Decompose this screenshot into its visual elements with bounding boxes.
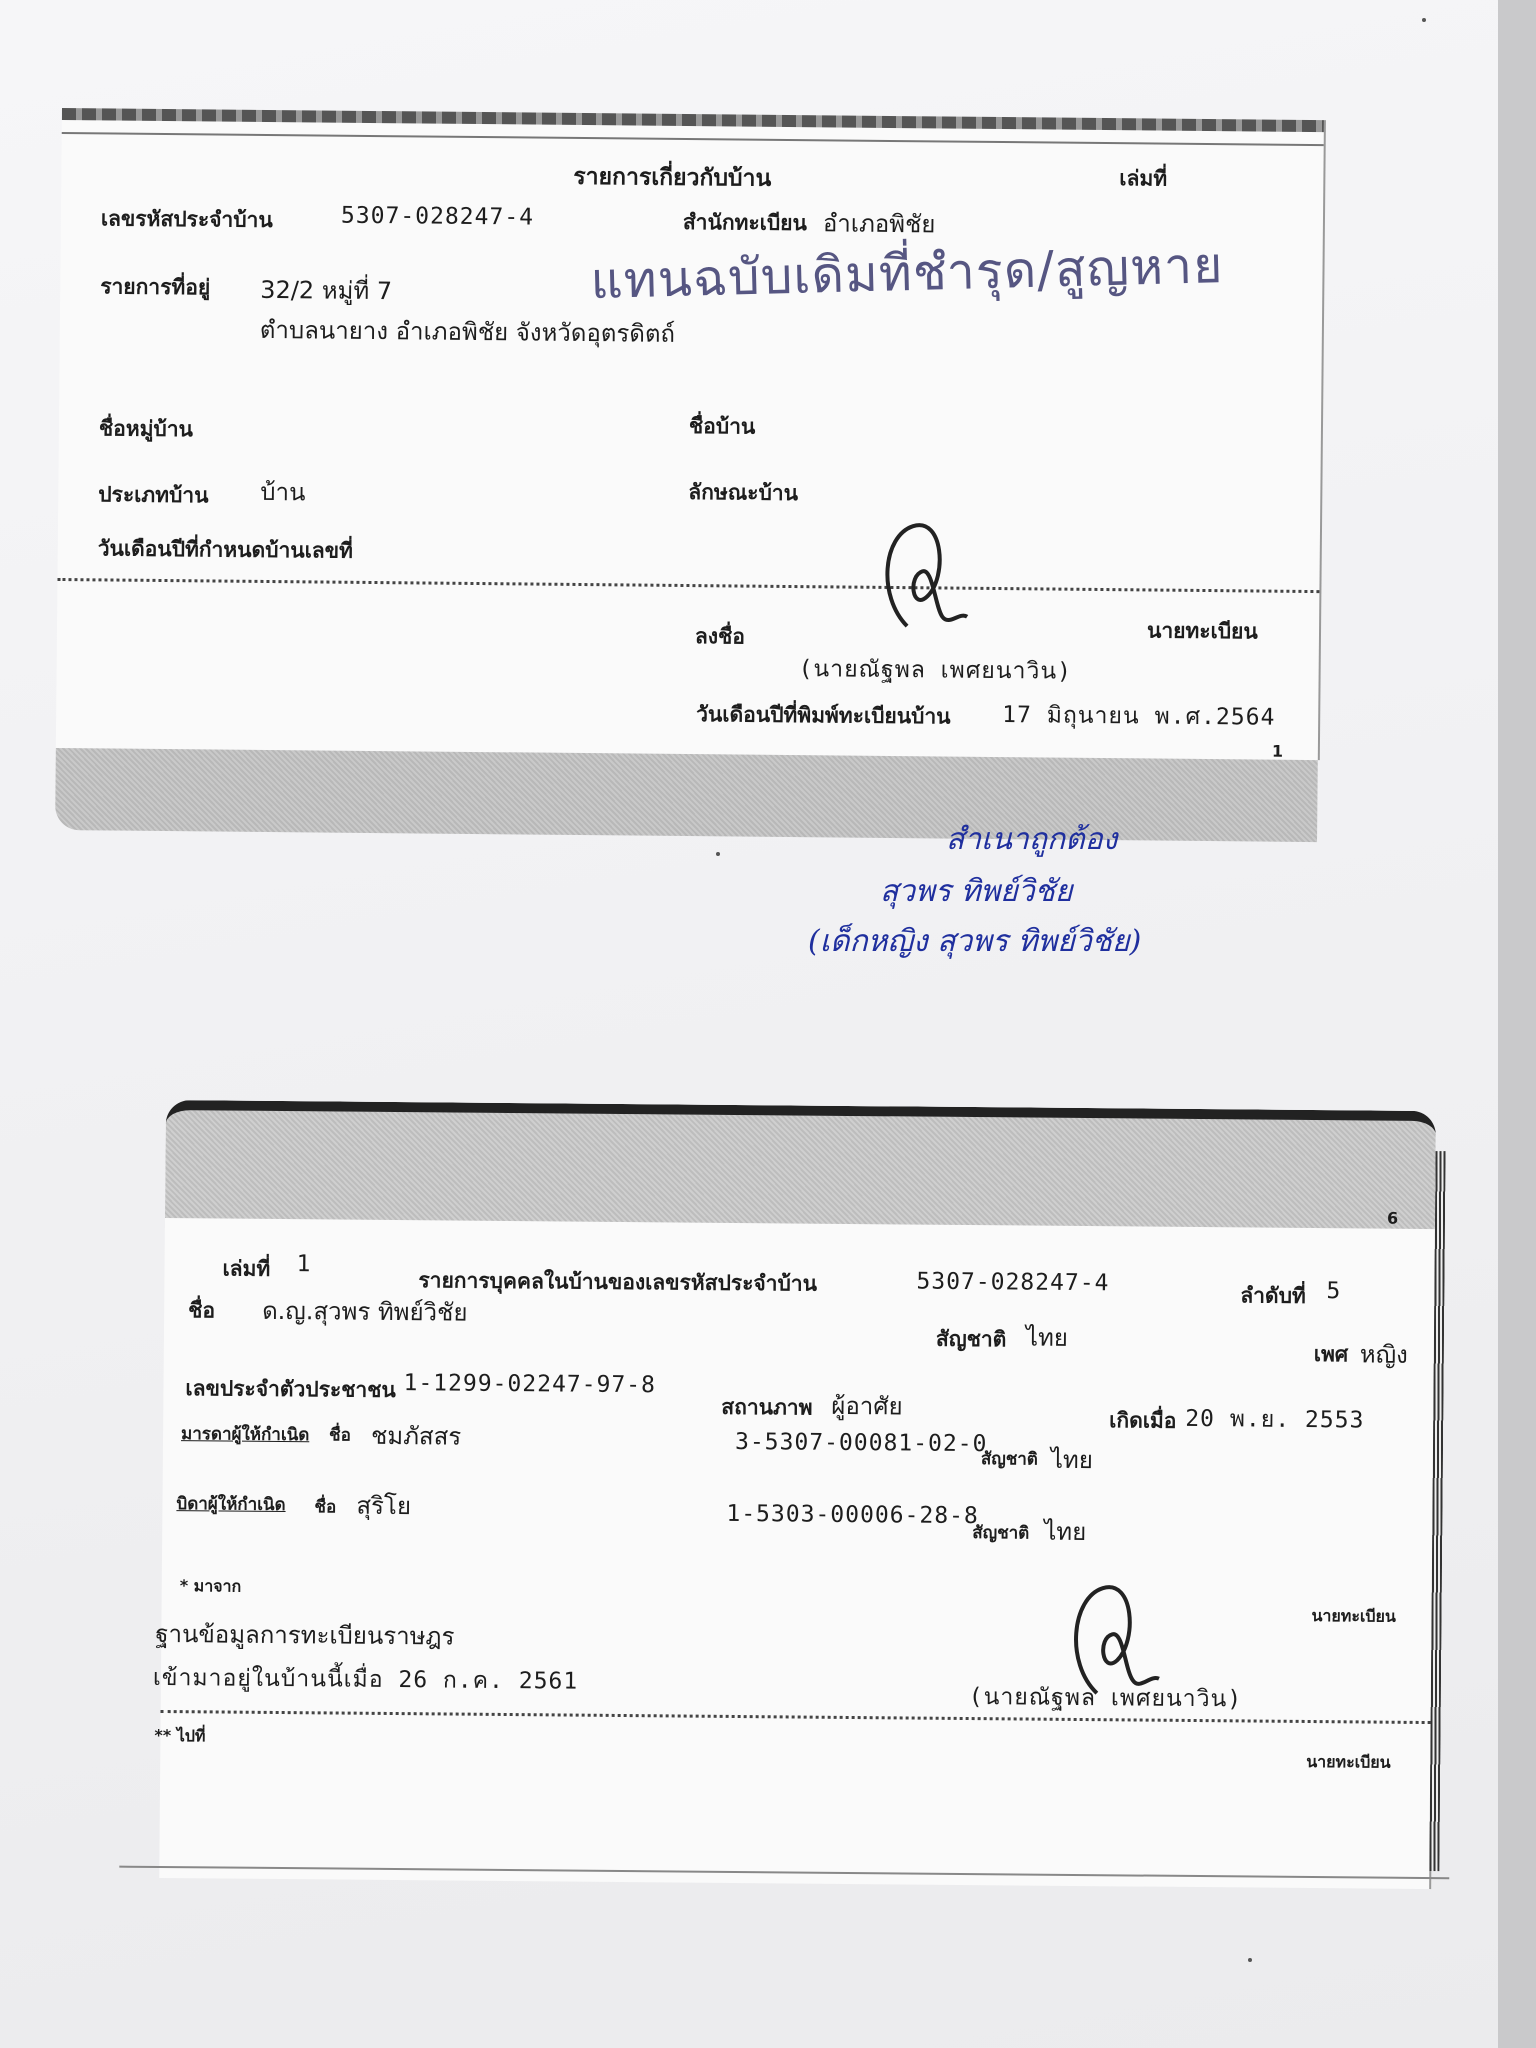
office-value: อำเภอพิชัย: [822, 209, 936, 239]
father-nationality-label: สัญชาติ: [972, 1523, 1030, 1544]
father-id: 1-5303-00006-28-8: [726, 1500, 979, 1530]
speck: [716, 852, 720, 856]
nationality-label: สัญชาติ: [935, 1326, 1007, 1352]
office-label: สำนักทะเบียน: [682, 209, 808, 236]
order-number: 5: [1326, 1278, 1342, 1305]
father-nationality: ไทย: [1044, 1517, 1087, 1547]
address-line-2: ตำบลนายาง อำเภอพิชัย จังหวัดอุตรดิตถ์: [259, 315, 676, 348]
registrar-name: (นายณัฐพล เพศยนาวิน): [968, 1684, 1243, 1713]
status: ผู้อาศัย: [831, 1391, 903, 1421]
born-label: เกิดเมื่อ: [1109, 1408, 1177, 1433]
registrar-title: นายทะเบียน: [1146, 618, 1258, 644]
address-label: รายการที่อยู่: [100, 274, 211, 300]
handwritten-certified-copy: สำเนาถูกต้อง: [946, 822, 1118, 857]
house-code-label: เลขรหัสประจำบ้าน: [100, 206, 273, 233]
handwritten-signature-name: สุวพร ทิพย์วิชัย: [880, 874, 1073, 909]
replacement-stamp: แทนฉบับเดิมที่ชำรุด/สูญหาย: [589, 236, 1225, 311]
mother-name-label: ชื่อ: [328, 1425, 351, 1446]
moved-to-label: ** ไปที่: [154, 1725, 206, 1746]
nationality: ไทย: [1025, 1323, 1069, 1352]
sex: หญิง: [1359, 1340, 1408, 1369]
status-label: สถานภาพ: [721, 1394, 813, 1420]
card-shaded-band: [55, 748, 1318, 842]
house-type-label: ประเภทบ้าน: [98, 482, 209, 508]
sex-label: เพศ: [1313, 1342, 1349, 1367]
handwritten-full-name: (เด็กหญิง สุวพร ทิพย์วิชัย): [808, 924, 1142, 959]
house-code: 5307-028247-4: [340, 202, 535, 231]
mother-nationality-label: สัญชาติ: [980, 1449, 1038, 1470]
print-date-label: วันเดือนปีที่พิมพ์ทะเบียนบ้าน: [696, 702, 951, 729]
father-name: สุริโย: [356, 1491, 412, 1521]
speck: [1422, 18, 1426, 22]
moved-from-label: * มาจาก: [179, 1576, 242, 1596]
order-label: ลำดับที่: [1240, 1283, 1306, 1308]
page-number: 6: [1386, 1208, 1399, 1228]
registrar-name: (นายณัฐพล เพศยนาวิน): [798, 656, 1073, 685]
date-assigned-label: วันเดือนปีที่กำหนดบ้านเลขที่: [97, 536, 354, 563]
house-code: 5307-028247-4: [916, 1268, 1110, 1297]
birth-date: 20 พ.ย. 2553: [1185, 1405, 1365, 1434]
card-shaded-band: [165, 1100, 1436, 1239]
registrar-signature: [867, 516, 978, 647]
house-name-label: ชื่อบ้าน: [688, 414, 756, 439]
background-surface: [1498, 0, 1536, 2048]
mother-label: มารดาผู้ให้กำเนิด: [180, 1424, 310, 1446]
registrar-title-move-in: นายทะเบียน: [1311, 1606, 1396, 1626]
sign-label: ลงชื่อ: [694, 624, 746, 649]
village-label: ชื่อหมู่บ้าน: [98, 416, 194, 442]
mother-id: 3-5307-00081-02-0: [734, 1428, 988, 1458]
speck: [1248, 1958, 1252, 1962]
print-date: 17 มิถุนายน พ.ศ.2564: [1002, 702, 1276, 731]
father-name-label: ชื่อ: [314, 1497, 337, 1518]
card-title: รายการเกี่ยวกับบ้าน: [573, 163, 772, 192]
house-nature-label: ลักษณะบ้าน: [688, 480, 799, 506]
mother-nationality: ไทย: [1050, 1445, 1093, 1475]
person-list-heading: รายการบุคคลในบ้านของเลขรหัสประจำบ้าน: [418, 1268, 818, 1296]
book-label: เล่มที่: [1119, 166, 1168, 191]
registrar-title-move-out: นายทะเบียน: [1306, 1751, 1391, 1772]
book-number: 1: [296, 1251, 312, 1278]
id-number: 1-1299-02247-97-8: [403, 1370, 657, 1399]
address-line-1: 32/2 หมู่ที่ 7: [260, 275, 393, 306]
name-label: ชื่อ: [188, 1298, 216, 1323]
father-label: บิดาผู้ให้กำเนิด: [176, 1494, 286, 1516]
person-details-card: [152, 1100, 1436, 1891]
moved-in-date: เข้ามาอยู่ในบ้านนี้เมื่อ 26 ก.ค. 2561: [152, 1664, 579, 1695]
mother-name: ชมภัสสร: [370, 1421, 462, 1451]
house-type: บ้าน: [260, 477, 306, 507]
house-details-card: [55, 108, 1324, 840]
book-label: เล่มที่: [222, 1256, 271, 1281]
moved-from-source: ฐานข้อมูลการทะเบียนราษฎร: [155, 1619, 455, 1651]
page-number: 1: [1271, 741, 1284, 761]
id-label: เลขประจำตัวประชาชน: [185, 1376, 396, 1403]
person-name: ด.ญ.สุวพร ทิพย์วิชัย: [262, 1296, 468, 1327]
